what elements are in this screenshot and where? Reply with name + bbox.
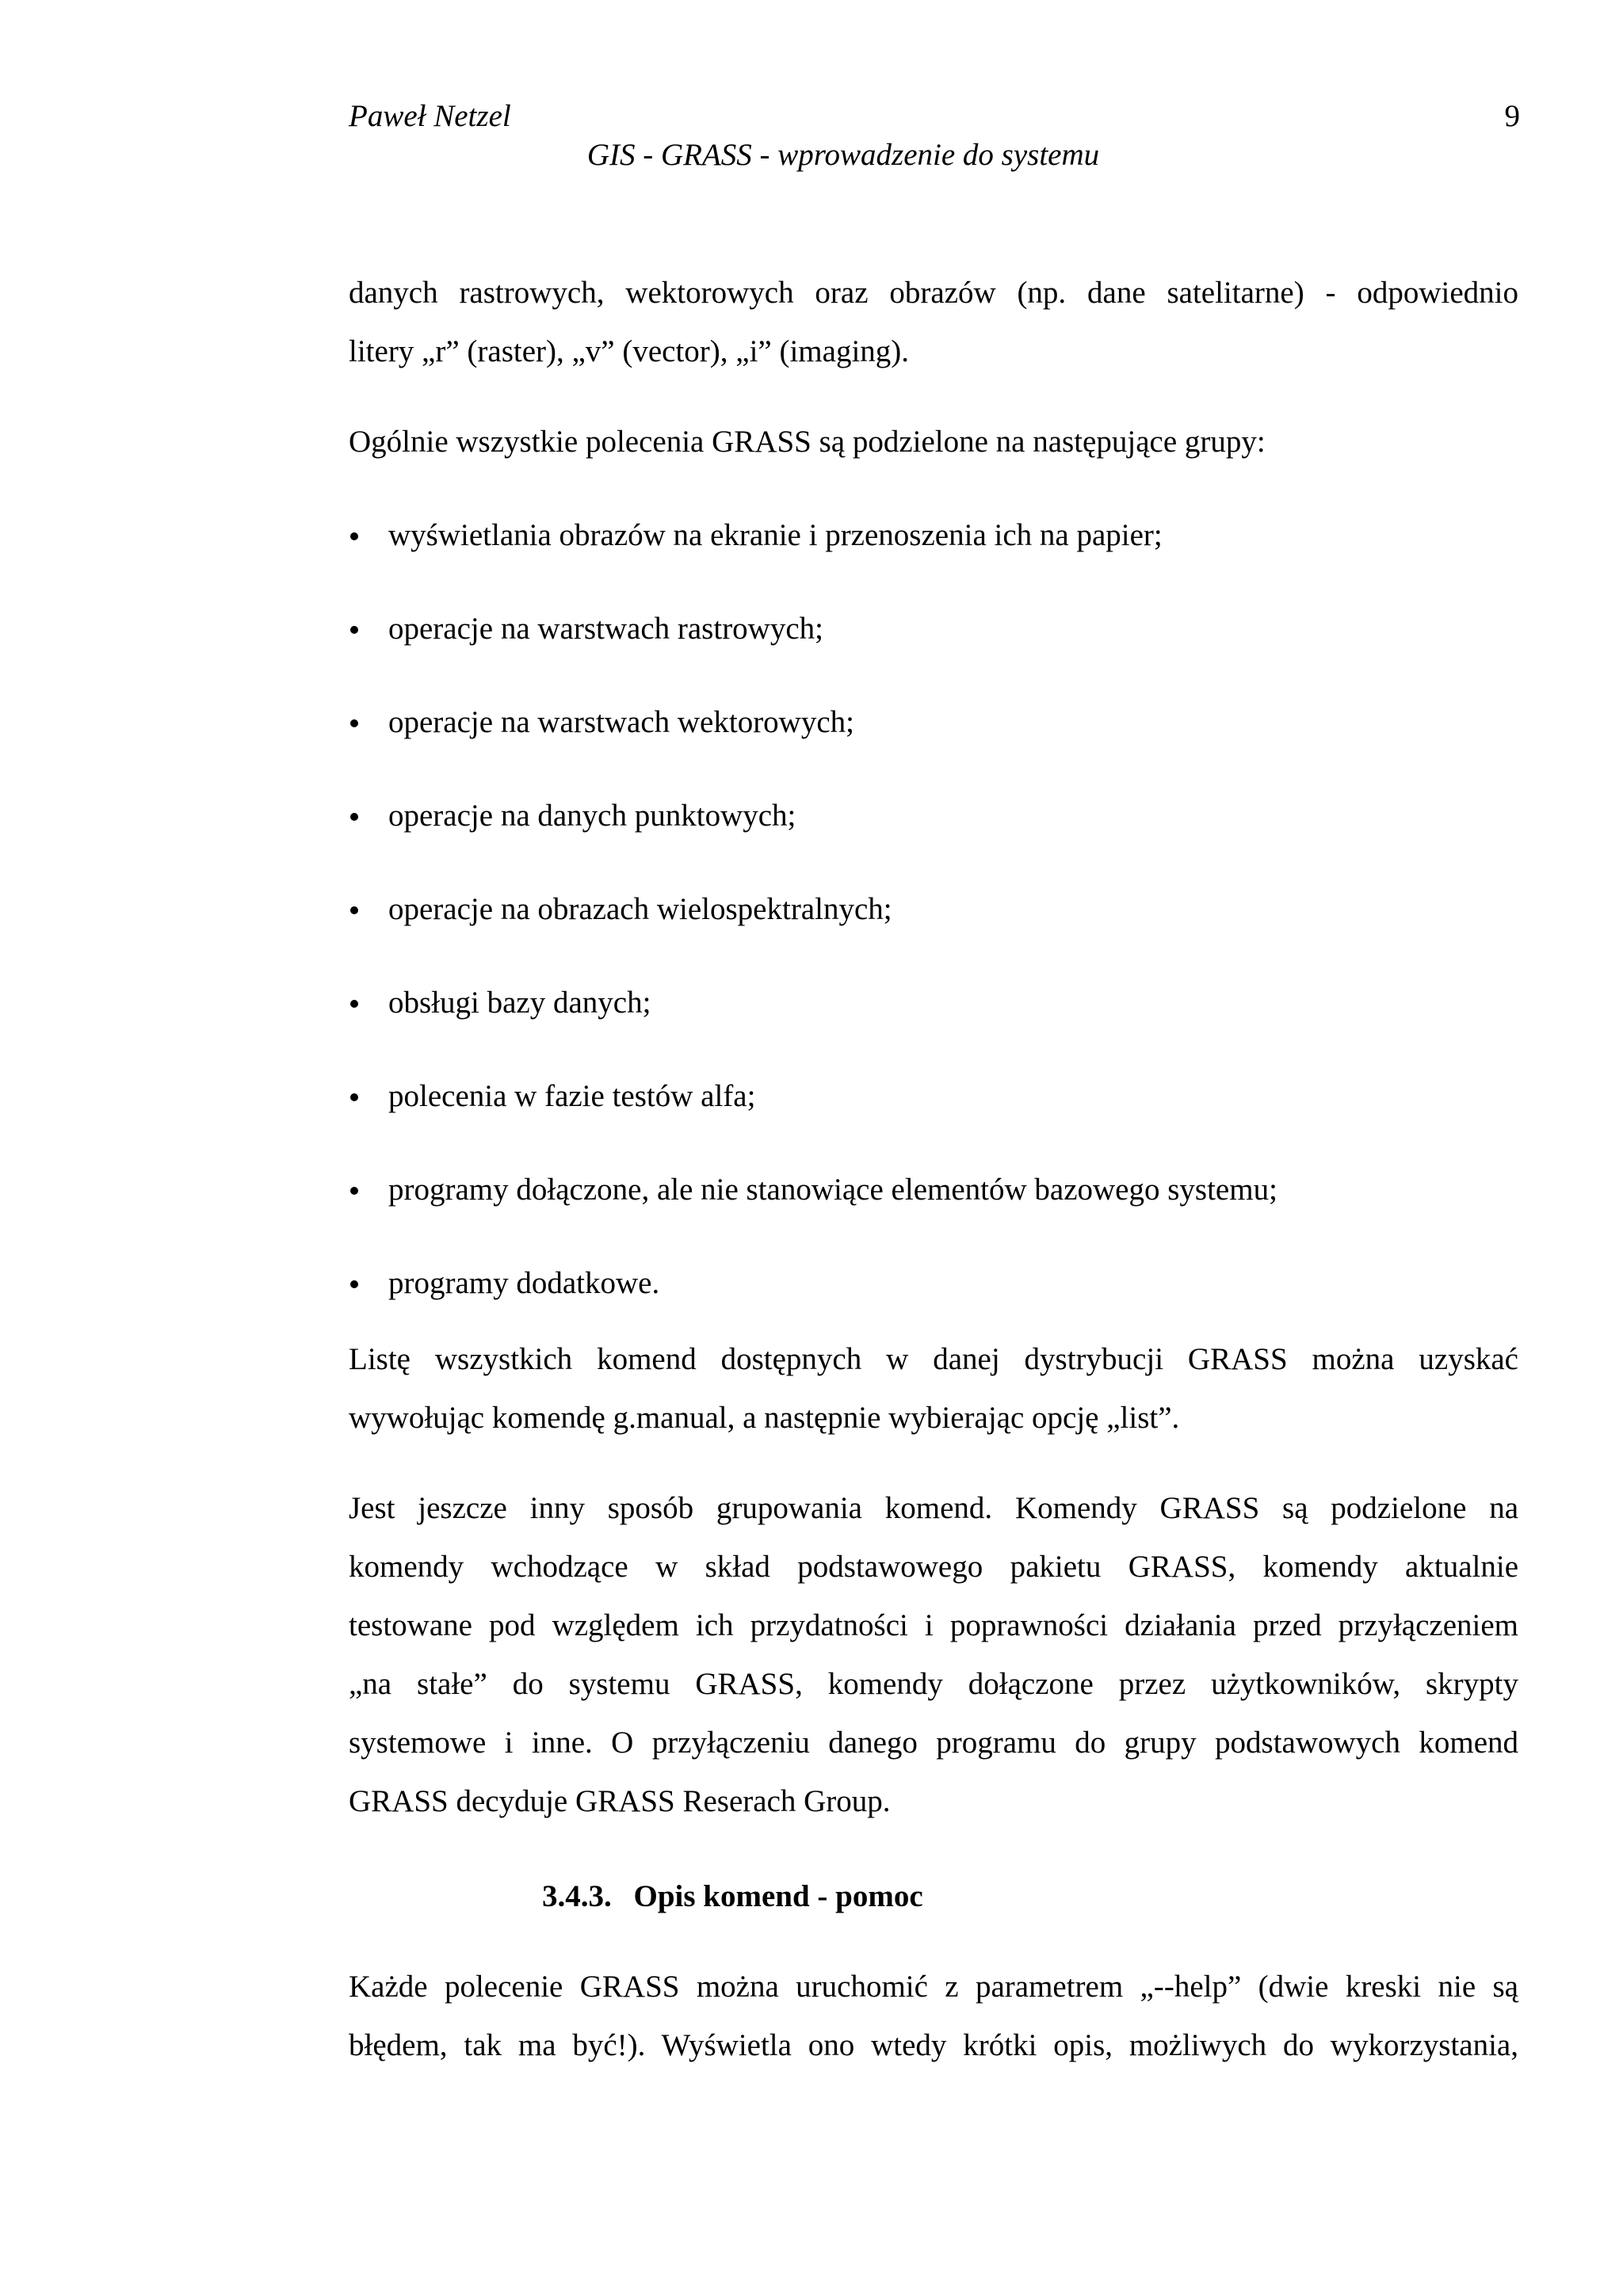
list-item [349, 1067, 1518, 1161]
header-author: Paweł Netzel [349, 99, 511, 133]
paragraph-line: Listę wszystkich komend dostępnych w danej dystrybucji GRASS można uzyskać [349, 1342, 1518, 1376]
paragraph-line: Każde polecenie GRASS można uruchomić z parametrem „--help” (dwie kreski nie są [349, 1970, 1518, 2004]
list-item-text: programy dodatkowe. [388, 1266, 660, 1300]
bullet-icon [350, 532, 358, 540]
page-number: 9 [1504, 99, 1520, 133]
bullet-icon [350, 626, 358, 634]
bullet-icon [350, 813, 358, 821]
paragraph-grouping [349, 1479, 1518, 1831]
list-item [349, 1161, 1518, 1254]
bullet-icon [350, 1280, 358, 1288]
list-item-text: operacje na warstwach rastrowych; [388, 612, 823, 646]
bullet-icon [350, 1187, 358, 1195]
list-item [349, 880, 1518, 974]
paragraph-line: „na stałe” do systemu GRASS, komendy dołączone przez użytkowników, skrypty [349, 1667, 1518, 1701]
section-title: Opis komend - pomoc [633, 1879, 923, 1913]
paragraph-line: GRASS decyduje GRASS Reserach Group. [349, 1784, 891, 1818]
paragraph-command-list [349, 1330, 1518, 1447]
paragraph-intro [349, 264, 1518, 381]
paragraph-line: błędem, tak ma być!). Wyświetla ono wtedy krótki opis, możliwych do wykorzystania, [349, 2028, 1518, 2062]
list-item-text: polecenia w fazie testów alfa; [388, 1079, 756, 1113]
bullet-icon [350, 906, 358, 914]
list-item-text: obsługi bazy danych; [388, 986, 651, 1020]
list-item-text: operacje na danych punktowych; [388, 799, 796, 833]
bullet-icon [350, 719, 358, 727]
list-item-text: wyświetlania obrazów na ekranie i przenoszenia ich na papier; [388, 518, 1163, 552]
list-item [349, 974, 1518, 1067]
header-title: GIS - GRASS - wprowadzenie do systemu [586, 138, 1100, 172]
paragraph-groups-intro: Ogólnie wszystkie polecenia GRASS są podzielone na następujące grupy: [349, 425, 1266, 459]
list-item [349, 600, 1518, 693]
paragraph-line: wywołując komendę g.manual, a następnie wybierając opcję „list”. [349, 1401, 1180, 1435]
section-heading [349, 1867, 1518, 1958]
list-item [349, 506, 1518, 600]
bullet-icon [350, 1000, 358, 1008]
paragraph-line: danych rastrowych, wektorowych oraz obrazów (np. dane satelitarne) - odpowiednio [349, 276, 1518, 310]
command-groups-list [349, 506, 1518, 1330]
paragraph-line: systemowe i inne. O przyłączeniu danego programu do grupy podstawowych komend [349, 1726, 1518, 1760]
bullet-icon [350, 1093, 358, 1101]
list-item-text: programy dołączone, ale nie stanowiące elementów bazowego systemu; [388, 1173, 1277, 1207]
list-item-text: operacje na obrazach wielospektralnych; [388, 892, 892, 926]
paragraph-line: komendy wchodzące w skład podstawowego pakietu GRASS, komendy aktualnie [349, 1550, 1518, 1584]
paragraph-line: litery „r” (raster), „v” (vector), „i” (imaging). [349, 334, 910, 368]
list-item [349, 693, 1518, 787]
paragraph-line: testowane pod względem ich przydatności i poprawności działania przed przyłączeniem [349, 1608, 1518, 1642]
list-item [349, 787, 1518, 880]
list-item [349, 1254, 1518, 1330]
document-body [349, 264, 1518, 2075]
list-item-text: operacje na warstwach wektorowych; [388, 705, 854, 739]
section-number: 3.4.3. [542, 1879, 612, 1913]
paragraph-help [349, 1958, 1518, 2075]
paragraph-line: Jest jeszcze inny sposób grupowania komend. Komendy GRASS są podzielone na [349, 1491, 1518, 1525]
